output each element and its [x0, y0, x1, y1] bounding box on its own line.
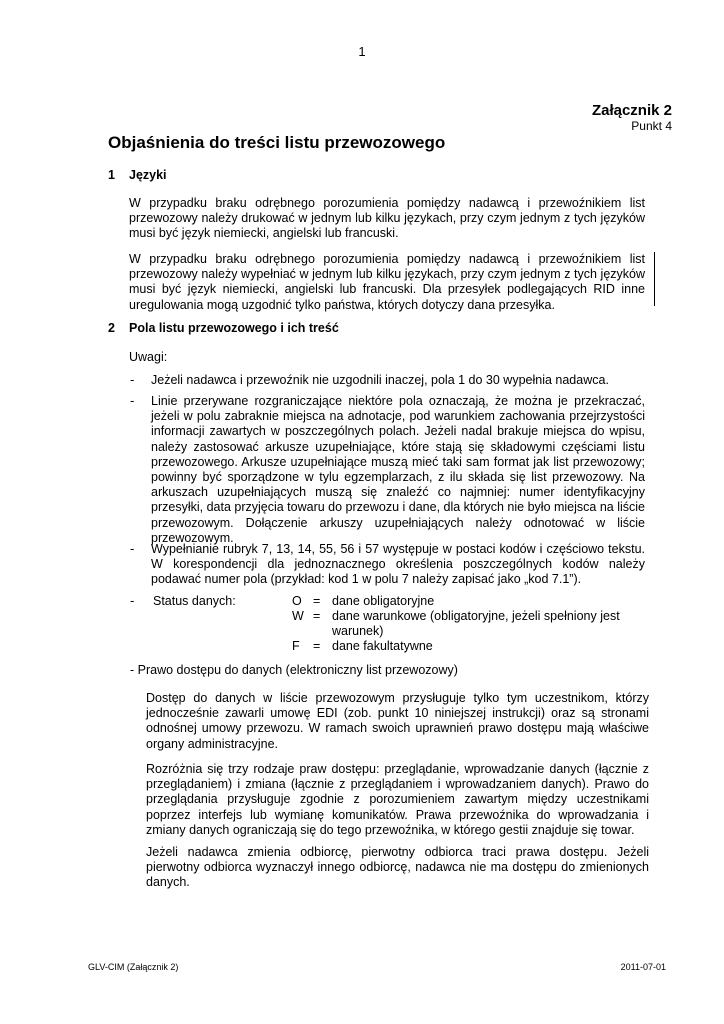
section-1-paragraph-2: W przypadku braku odrębnego porozumienia pomiędzy nadawcą i przewoźnikiem list przewozowy należy wypełniać w jednym lub kilku językach, przy czym jednym z tych języków musi być język niemiecki, angielski lub francuski. Dla przesyłek podlegających RID inne uregulowania mogą uzgodnić tylko państwa, których dotyczy dana przesyłka.: [129, 252, 645, 312]
access-paragraph-1: Dostęp do danych w liście przewozowym przysługuje tylko tym uczestnikom, którzy jednocześnie zawarli umowę EDI (zob. punkt 10 niniejszej instrukcji) oraz są stronami odnośnej umowy przewozu. W ramach swoich uprawnień prawo dostępu mają właściwe organy administracyjne.: [146, 691, 649, 751]
section-1-heading: Języki: [129, 168, 167, 182]
status-equals: =: [313, 594, 321, 608]
footer-date: 2011-07-01: [620, 962, 666, 972]
footer-document-ref: GLV-CIM (Załącznik 2): [88, 962, 179, 972]
section-1-number: 1: [108, 168, 115, 182]
section-2-heading: Pola listu przewozowego i ich treść: [129, 321, 339, 335]
revision-bar: [654, 252, 655, 306]
status-label: Status danych:: [153, 594, 236, 608]
remarks-label: Uwagi:: [129, 350, 168, 364]
access-paragraph-2: Rozróżnia się trzy rodzaje praw dostępu: przeglądanie, wprowadzanie danych (łącznie z przeglądaniem) i zmiana (łącznie z przeglądaniem i wprowadzaniem danych). Prawo do przeglądania przysługuje zgodnie z porozumieniem zawartym między uczestnikami poprzez interfejs lub wymianę komunikatów. Prawa przewoźnika do wprowadzania i zmiany danych ograniczają się do tego przewoźnika, w którego gestii znajduje się towar.: [146, 762, 649, 837]
section-2-number: 2: [108, 321, 115, 335]
annex-title: Załącznik 2: [591, 102, 672, 119]
access-paragraph-3: Jeżeli nadawca zmienia odbiorcę, pierwotny odbiorca traci prawa dostępu. Jeżeli pierwotny odbiorca wyznaczył innego odbiorcę, nadawca nie ma dostępu do zmienionych danych.: [146, 845, 649, 890]
access-rights-heading: - Prawo dostępu do danych (elektroniczny list przewozowy): [130, 663, 458, 677]
status-description: dane fakultatywne: [332, 639, 433, 653]
bullet-dash: -: [130, 372, 135, 387]
status-code: O: [292, 594, 302, 608]
annex-point: Punkt 4: [631, 119, 672, 133]
page-number: 1: [358, 44, 366, 59]
bullet-dash: -: [130, 393, 135, 408]
bullet-item: Jeżeli nadawca i przewoźnik nie uzgodnili inaczej, pola 1 do 30 wypełnia nadawca.: [151, 373, 609, 387]
status-description: dane warunkowe (obligatoryjne, jeżeli spełniony jest: [332, 609, 620, 623]
status-description: dane obligatoryjne: [332, 594, 435, 608]
status-equals: =: [313, 639, 321, 653]
document-title: Objaśnienia do treści listu przewozowego: [108, 133, 446, 152]
bullet-dash: -: [130, 541, 135, 556]
section-1-paragraph-1: W przypadku braku odrębnego porozumienia pomiędzy nadawcą i przewoźnikiem list przewozowy należy drukować w jednym lub kilku językach, przy czym jednym z tych języków musi być język niemiecki, angielski lub francuski.: [129, 196, 645, 241]
status-code: F: [292, 639, 300, 653]
bullet-item: Wypełnianie rubryk 7, 13, 14, 55, 56 i 57 występuje w postaci kodów i częściowo tekstu. W korespondencji dla jednoznacznego określenia poszczególnych kodów należy podawać numer pola (przykład: kod 1 w polu 7 należy zapisać jako „kod 7.1”).: [151, 542, 645, 587]
status-description: warunek): [332, 624, 384, 638]
bullet-dash: -: [130, 593, 135, 608]
status-code: W: [292, 609, 304, 623]
bullet-item: Linie przerywane rozgraniczające niektóre pola oznaczają, że można je przekraczać, jeżeli w polu zabraknie miejsca na adnotacje, pod warunkiem zachowania przejrzystości informacji zawartych w poszczególnych polach. Jeżeli nadal brakuje miejsca do wpisu, należy zastosować arkusze uzupełniające, które stają się składowymi częściami listu przewozowego. Arkusze uzupełniające muszą mieć taki sam format jak list przewozowy; powinny być sporządzone w tylu egzemplarzach, z ilu składa się list przewozowy. Na arkuszach uzupełniających muszą się znaleźć co najmniej: numer identyfikacyjny przesyłki, data przyjęcia towaru do przewozu i dane, dla których nie było miejsca na liście przewozowym. Dołączenie arkuszy uzupełniających należy odnotować w liście przewozowym.: [151, 394, 645, 545]
status-equals: =: [313, 609, 321, 623]
